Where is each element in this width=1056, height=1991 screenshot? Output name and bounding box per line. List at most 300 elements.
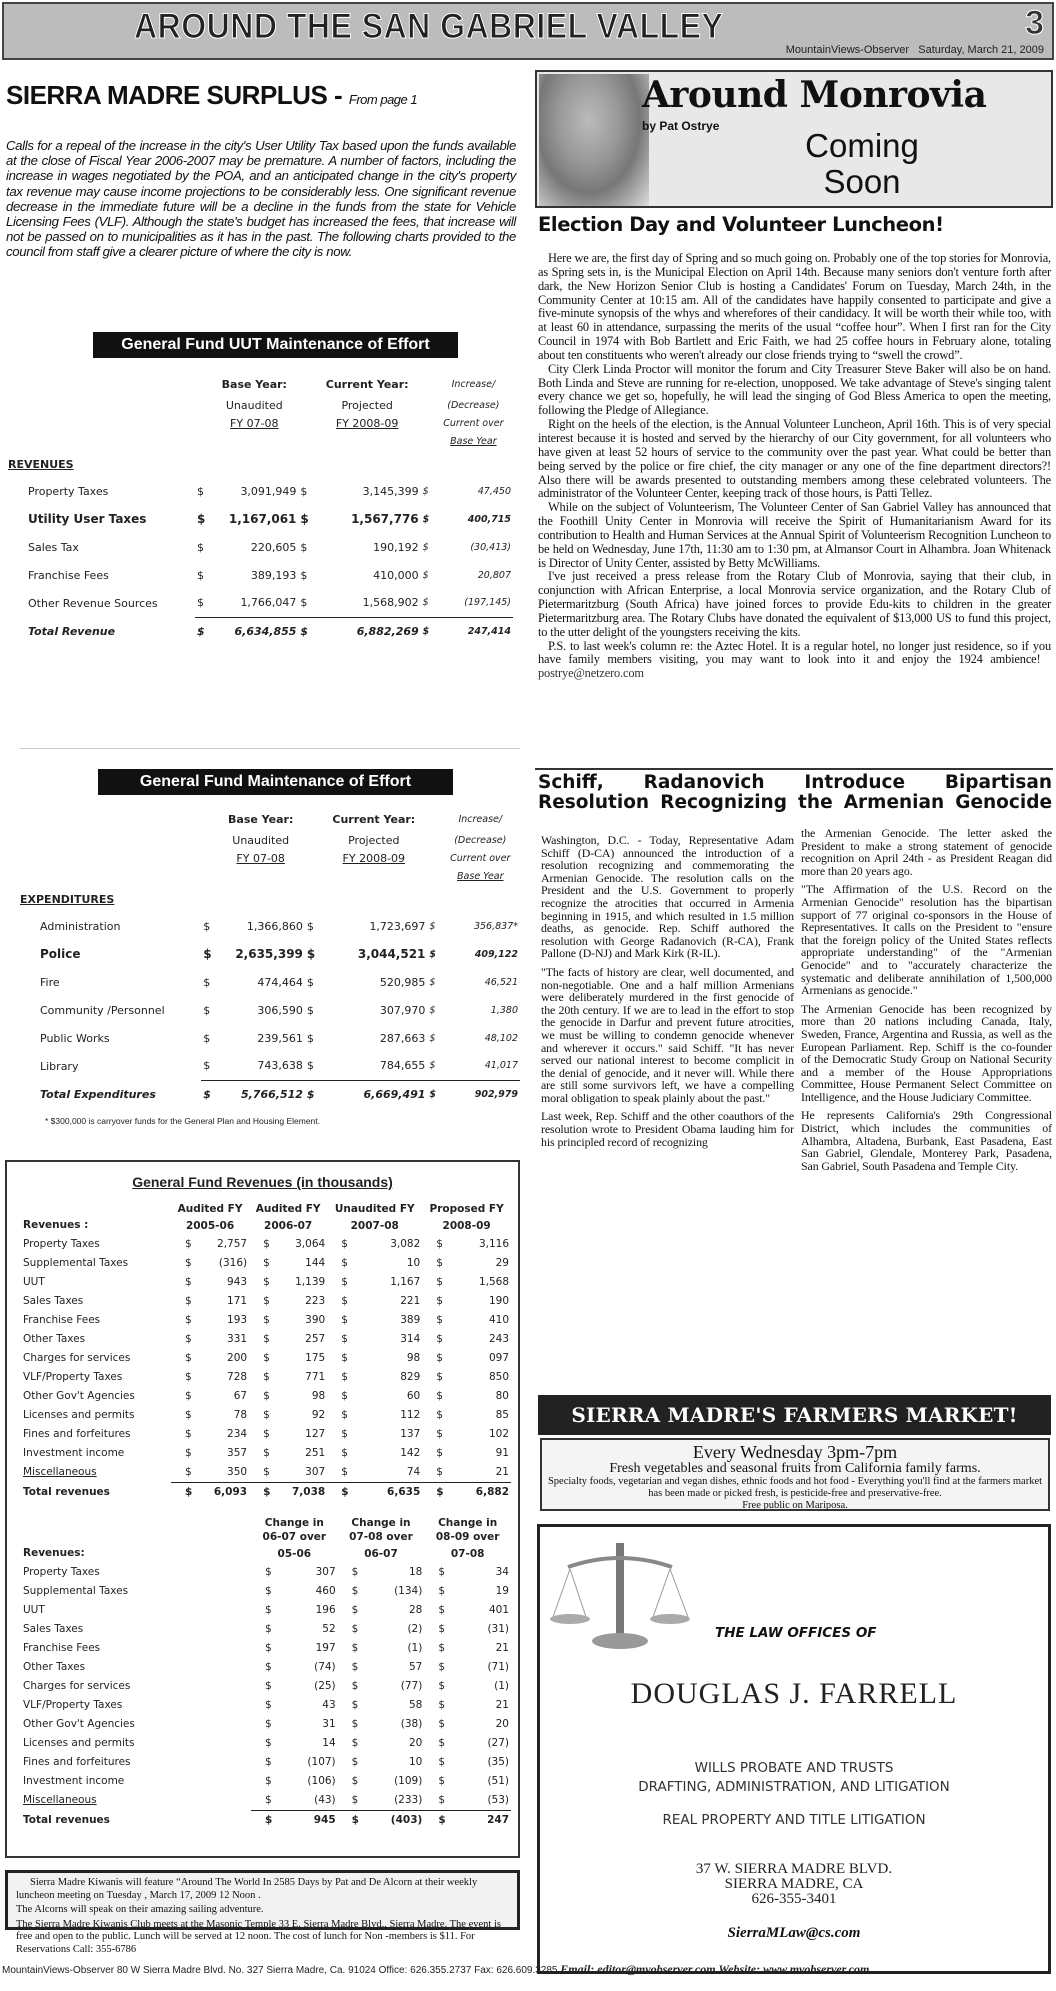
row-label: Charges for services — [23, 1680, 131, 1692]
header-cell — [421, 396, 434, 414]
cell-value: 257 — [305, 1333, 326, 1345]
header-cell: (Decrease) — [447, 399, 500, 411]
article-title — [6, 80, 417, 111]
row-label: Other Taxes — [23, 1333, 86, 1345]
currency-sign: $ — [265, 1680, 272, 1692]
currency-sign: $ — [185, 1409, 192, 1421]
cell-value: 1,380 — [490, 1004, 518, 1016]
cell-value: 389 — [400, 1314, 421, 1326]
currency-sign: $ — [185, 1295, 192, 1307]
header-cell — [314, 432, 421, 450]
currency-sign: $ — [185, 1352, 192, 1364]
paragraph: While on the subject of Volunteerism, The Volunteer Center of San Gabriel Valley has announced that the Foothill Unity Center in Monrovia will receive the Spirit of Humanitarianism Award for its contribution to Health and Human Services at the Annual Spirit of Volunteerism Recognition Luncheon to be held on Wednesday, June 17th, 11:30 am to 1:30 pm, at Almansor Court in Alhambra. Joan Whitenack is Director of Unity Center, assisted by Betty McWilliams. — [538, 500, 1051, 570]
kiwanis-p1: Sierra Madre Kiwanis will feature “Around The World In 2585 Days by Pat and De Alcorn at their weekly luncheon meeting on Tuesday , March 17, 2009 12 Noon . — [16, 1877, 478, 1901]
table-row — [21, 1620, 511, 1639]
header-cell — [427, 849, 440, 867]
header-row — [21, 1516, 511, 1530]
header-cell — [8, 372, 195, 396]
cell-value: 19 — [495, 1585, 509, 1597]
currency-sign: $ — [263, 1371, 270, 1383]
cell-value: 1,568,902 — [314, 589, 421, 617]
currency-sign: $ — [341, 1352, 348, 1364]
currency-sign: $ — [185, 1257, 192, 1269]
title-dash: - — [327, 80, 349, 110]
header-row — [21, 1216, 511, 1235]
cell-value: 197 — [315, 1642, 336, 1654]
column-header: 2007-08 — [350, 1219, 399, 1232]
article-column-1 — [541, 834, 794, 1154]
currency-sign: $ — [436, 1314, 443, 1326]
row-label: Fines and forfeitures — [23, 1428, 131, 1440]
cell-value: 306,590 — [257, 1003, 303, 1017]
table-row — [21, 1696, 511, 1715]
law-services — [540, 1759, 1048, 1830]
table-row — [21, 1811, 511, 1831]
paragraph: the Armenian Genocide. The letter asked the President to make a strong statement of genocide recognition on April 24th - as President Reagan did more than 20 years ago. — [801, 826, 1052, 878]
cell-value: 6,634,855 — [234, 624, 297, 638]
currency-sign: $ — [429, 1088, 437, 1100]
currency-sign: $ — [298, 589, 313, 617]
cell-value: 60 — [406, 1390, 421, 1402]
header-cell — [20, 849, 201, 867]
cell-value: 850 — [488, 1371, 509, 1383]
row-header — [21, 1530, 251, 1544]
market-line: Free public on Mariposa. — [742, 1500, 848, 1511]
market-hours: Every Wednesday 3pm-7pm — [692, 1442, 898, 1462]
cell-value: 356,837* — [473, 920, 518, 932]
row-label: Supplemental Taxes — [23, 1257, 129, 1269]
table-row — [21, 1463, 511, 1483]
section-header — [2, 2, 1054, 60]
header-cell: Current Year: — [332, 812, 416, 826]
page-number: 3 — [1025, 4, 1044, 42]
ps-text: P.S. to last week's column re: the Aztec Hotel. It is a regular hotel, no longer just residence, so if you have family members visiting, you may want to look into it and enjoy the 1924 ambience! — [538, 638, 1051, 667]
farmers-market-title: SIERRA MADRE'S FARMERS MARKET! — [538, 1395, 1051, 1435]
cell-value: 1,167,061 — [228, 512, 297, 526]
header-cell: FY 07-08 — [230, 416, 279, 430]
currency-sign: $ — [421, 589, 434, 617]
currency-sign: $ — [438, 1814, 446, 1826]
cell-value: (74) — [314, 1661, 336, 1673]
row-label: Licenses and permits — [23, 1737, 135, 1749]
currency-sign: $ — [341, 1276, 348, 1288]
header-cell — [201, 867, 216, 885]
table-row — [21, 1658, 511, 1677]
cell-value: 102 — [488, 1428, 509, 1440]
cell-value: 223 — [305, 1295, 326, 1307]
paragraph: The Armenian Genocide has been recognized by more than 20 nations including Canada, Italy, Sweden, France, Argentina and Russia, as well as the European Parliament. Rep. Schiff is the co-founder of the Democratic Study Group on National Security and a member of the House Appropriations Committee, House Permanent Select Committee on Intelligence, and the House Judiciary Committee. — [801, 1001, 1052, 1104]
currency-sign: $ — [306, 919, 314, 933]
currency-sign: $ — [265, 1623, 272, 1635]
cell-value: 98 — [311, 1390, 326, 1402]
table-row — [21, 1715, 511, 1734]
cell-value: 78 — [233, 1409, 248, 1421]
currency-sign: $ — [306, 947, 316, 961]
column-header: 2005-06 — [185, 1219, 235, 1232]
row-label: Franchise Fees — [23, 1314, 101, 1326]
cell-value: 331 — [227, 1333, 248, 1345]
cell-value: 21 — [456, 1463, 511, 1483]
revenues-box — [5, 1160, 520, 1858]
article-intro: Calls for a repeal of the increase in the city's User Utility Tax based upon the funds available at the close of Fiscal Year 2006-2007 may be premature. A number of factors, including the increase in wages negotiated by the POA, and an anticipated change in the city's property tax revenue may cause income projections to be considerably less. One significant revenue decrease in the immediate future will be a decline in the funds from the state for Vehicle Licensing Fees (VLF). Although the state's budget has increased the fees, that increase will not be passed on to municipalities as it has in the past. The following charts provided to the council from staff give a clearer picture of where the city is now. — [6, 138, 516, 260]
table-title: General Fund UUT Maintenance of Effort — [93, 332, 458, 358]
row-label: Fire — [40, 975, 60, 989]
cell-value: (1) — [407, 1642, 423, 1654]
cell-value: 409,122 — [474, 948, 518, 960]
maintenance-data-table — [20, 807, 520, 1108]
header-row — [8, 432, 513, 450]
table-row — [21, 1406, 511, 1425]
column-header: 05-06 — [277, 1547, 312, 1560]
row-label: Fines and forfeitures — [23, 1756, 131, 1768]
currency-sign: $ — [436, 1276, 443, 1288]
row-label: Public Works — [40, 1031, 110, 1045]
table-row — [8, 617, 513, 645]
table-row — [20, 968, 520, 996]
currency-sign: $ — [351, 1814, 359, 1826]
header-cell: Unaudited — [232, 833, 290, 847]
currency-sign: $ — [436, 1390, 443, 1402]
cell-value: 171 — [227, 1295, 248, 1307]
currency-sign: $ — [203, 919, 211, 933]
header-cell: FY 07-08 — [236, 851, 285, 865]
currency-sign: $ — [438, 1566, 445, 1578]
currency-sign: $ — [251, 1791, 287, 1811]
header-cell: Increase/ — [451, 378, 496, 390]
header-cell — [210, 432, 298, 450]
currency-sign: $ — [185, 1428, 192, 1440]
currency-sign: $ — [351, 1566, 359, 1578]
cell-value: 112 — [400, 1409, 421, 1421]
cell-value: 48,102 — [484, 1032, 518, 1044]
currency-sign: $ — [341, 1314, 348, 1326]
paragraph: "The Affirmation of the U.S. Record on the Armenian Genocide" resolution has the bipartisan support of 77 original co-sponsors in the House of Representatives. It calls on the President to "ensure that the foreign policy of the United States reflects appropriate understanding" of the "Armenian Genocide" and to "accurately characterize the systematic and deliberate annihilation of 1,500,000 Armenians as genocide." — [801, 882, 1052, 998]
row-header — [21, 1202, 171, 1216]
row-header — [21, 1516, 251, 1530]
header-cell — [8, 414, 195, 432]
cell-value: 239,561 — [257, 1031, 303, 1045]
kiwanis-p2: The Alcorns will speak on their amazing sailing adventure. — [16, 1904, 264, 1915]
header-cell — [305, 807, 320, 831]
currency-sign: $ — [203, 1003, 211, 1017]
currency-sign: $ — [265, 1814, 273, 1826]
row-label: Total Revenue — [28, 624, 116, 638]
cell-value: 6,669,491 — [363, 1087, 426, 1101]
cell-value: 98 — [406, 1352, 421, 1364]
currency-sign: $ — [300, 484, 308, 498]
header-cell: Current Year: — [325, 377, 409, 391]
cell-value: 31 — [322, 1718, 336, 1730]
header-cell — [298, 396, 313, 414]
section-label: EXPENDITURES — [20, 893, 115, 906]
market-line: Fresh vegetables and seasonal fruits from California family farms. — [609, 1461, 981, 1476]
currency-sign: $ — [265, 1585, 272, 1597]
cell-value: (35) — [487, 1756, 509, 1768]
cell-value: (233) — [372, 1791, 424, 1811]
currency-sign: $ — [196, 568, 204, 582]
cell-value: 247,414 — [467, 625, 511, 637]
row-label: Sales Taxes — [23, 1623, 84, 1635]
cell-value: 1,139 — [295, 1276, 326, 1288]
cell-value: (403) — [390, 1814, 423, 1826]
table-row — [21, 1330, 511, 1349]
cell-value: (106) — [307, 1775, 336, 1787]
header-cell — [195, 372, 210, 396]
currency-sign: $ — [185, 1447, 192, 1459]
cell-value: 401 — [488, 1604, 509, 1616]
coming-text: Coming — [805, 127, 919, 164]
around-monrovia-banner — [535, 70, 1053, 208]
currency-sign: $ — [351, 1699, 359, 1711]
cell-value: 41,017 — [441, 1052, 520, 1080]
currency-sign: $ — [327, 1463, 364, 1483]
header-row — [8, 396, 513, 414]
header-cell: FY 2008-09 — [342, 851, 406, 865]
cell-value: 771 — [305, 1371, 326, 1383]
change-data-table — [21, 1516, 511, 1830]
publication-dateline — [786, 44, 1044, 56]
table-row — [21, 1753, 511, 1772]
row-label: Utility User Taxes — [28, 512, 147, 526]
currency-sign: $ — [196, 512, 206, 526]
cell-value: 520,985 — [379, 975, 426, 989]
paragraph: Right on the heels of the election, is the Annual Volunteer Luncheon, April 16th. This is of very special interest because it is hosted and served by the hierarchy of our City government, for all volunteers who have given at least 52 hours of service to the community over the past year. What could be better than being served by the police or fire chief, the city manager or any one of the fine department directors?! Also there will be awards presented to outstanding members among these celebrated volunteers. The administrator of the Volunteer Center, keeping track of those hours, is Patti Tellez. — [538, 417, 1051, 501]
table-row — [8, 589, 513, 617]
table-row — [20, 996, 520, 1024]
cell-value: 14 — [322, 1737, 336, 1749]
header-cell: Projected — [341, 398, 393, 412]
kiwanis-notice — [5, 1870, 520, 1955]
cell-value: 6,882,269 — [356, 624, 419, 638]
header-row — [20, 849, 520, 867]
table-row — [21, 1483, 511, 1503]
divider — [535, 768, 1053, 770]
currency-sign: $ — [351, 1718, 359, 1730]
cell-value: 410,000 — [373, 568, 419, 582]
cell-value: 144 — [305, 1257, 326, 1269]
row-label: UUT — [23, 1276, 45, 1288]
cell-value: 190 — [488, 1295, 509, 1307]
section-row — [8, 450, 513, 477]
cell-value: 46,521 — [484, 976, 518, 988]
cell-value: 196 — [315, 1604, 336, 1616]
column-header: Audited FY — [177, 1203, 243, 1215]
table-row — [8, 505, 513, 533]
row-label: Franchise Fees — [28, 568, 109, 582]
row-label: Investment income — [23, 1775, 125, 1787]
table-row — [21, 1273, 511, 1292]
header-cell — [201, 831, 216, 849]
currency-sign: $ — [436, 1295, 443, 1307]
header-row — [20, 807, 520, 831]
table-row — [21, 1387, 511, 1406]
currency-sign: $ — [185, 1333, 192, 1345]
footer-contact[interactable]: Email: editor@mvobserver.com Website: www.mvobserver.com — [560, 1962, 870, 1976]
service-line: REAL PROPERTY AND TITLE LITIGATION — [662, 1812, 926, 1828]
cell-value: 307,970 — [379, 1003, 426, 1017]
cell-value: 390 — [305, 1314, 326, 1326]
currency-sign: $ — [427, 1052, 440, 1080]
currency-sign: $ — [263, 1257, 270, 1269]
header-cell — [20, 807, 201, 831]
cell-value: 2,635,399 — [235, 947, 303, 961]
header-cell — [305, 867, 320, 885]
maintenance-table — [20, 748, 520, 1143]
currency-sign: $ — [438, 1775, 445, 1787]
cell-value: 3,091,949 — [240, 484, 297, 498]
author-email-link[interactable]: postrye@netzero.com — [538, 666, 644, 681]
column-header: 2006-07 — [264, 1219, 313, 1232]
cell-value: (43) — [287, 1791, 337, 1811]
header-cell — [195, 432, 210, 450]
header-cell — [427, 831, 440, 849]
revenues-data-table — [21, 1202, 511, 1502]
currency-sign: $ — [341, 1333, 348, 1345]
law-email[interactable]: SierraMLaw@cs.com — [727, 1925, 861, 1941]
cell-value: 74 — [364, 1463, 422, 1483]
header-cell — [305, 849, 320, 867]
cell-value: 58 — [408, 1699, 423, 1711]
paragraph: City Clerk Linda Proctor will monitor the forum and City Treasurer Steve Baker will also be on hand. Both Linda and Steve are running for re-election, unopposed. We take advantage of Steve's singing talent every chance we get so, hopefully, he will lead the singing of God Bless America to open the meeting, following the Pledge of Allegiance. — [538, 361, 1051, 418]
cell-value: (71) — [487, 1661, 509, 1673]
column-header: Change in — [351, 1517, 411, 1529]
cell-value: 221 — [400, 1295, 421, 1307]
cell-value: 6,882 — [475, 1486, 509, 1498]
currency-sign: $ — [265, 1756, 272, 1768]
header-cell: FY 2008-09 — [335, 416, 399, 430]
header-cell — [421, 414, 434, 432]
row-label: Investment income — [23, 1447, 125, 1459]
cell-value: 21 — [495, 1699, 509, 1711]
currency-sign: $ — [422, 485, 429, 497]
cell-value: (51) — [487, 1775, 509, 1787]
table-row — [20, 912, 520, 940]
cell-value: 474,464 — [257, 975, 303, 989]
header-cell: Base Year — [457, 870, 504, 882]
currency-sign: $ — [185, 1276, 192, 1288]
header-cell — [20, 831, 201, 849]
currency-sign: $ — [438, 1718, 445, 1730]
row-label: Supplemental Taxes — [23, 1585, 129, 1597]
cell-value: 18 — [408, 1566, 423, 1578]
currency-sign: $ — [300, 540, 308, 554]
table-row — [21, 1444, 511, 1463]
table-row — [21, 1292, 511, 1311]
currency-sign: $ — [263, 1276, 270, 1288]
currency-sign: $ — [306, 1003, 314, 1017]
currency-sign: $ — [341, 1257, 348, 1269]
header-cell — [8, 432, 195, 450]
article-headline: Schiff, Radanovich Introduce Bipartisan Resolution Recognizing the Armenian Genocide — [538, 772, 1052, 813]
table-row — [8, 561, 513, 589]
cell-value: 20 — [495, 1718, 509, 1730]
currency-sign: $ — [351, 1623, 359, 1635]
currency-sign: $ — [263, 1295, 270, 1307]
currency-sign: $ — [341, 1486, 349, 1498]
law-pre: THE LAW OFFICES OF — [715, 1625, 877, 1641]
currency-sign: $ — [436, 1428, 443, 1440]
currency-sign: $ — [265, 1737, 272, 1749]
header-row — [21, 1202, 511, 1216]
currency-sign: $ — [422, 1463, 456, 1483]
currency-sign: $ — [422, 625, 430, 637]
currency-sign: $ — [429, 1032, 436, 1044]
cell-value: 307 — [279, 1463, 327, 1483]
address-line: SIERRA MADRE, CA — [724, 1876, 864, 1892]
header-cell: Base Year — [450, 435, 497, 447]
paragraph: Washington, D.C. - Today, Representative Adam Schiff (D-CA) announced the introduction of a resolution recognizing and commemorating the Armenian Genocide. The resolution calls on the President and the U.S. Government to properly recognize the atrocities that occurred in Armenia beginning in 1915, and which resulted in 1.5 million deaths, as genocide. Rep. Schiff authored the resolution with George Radanovich (R-CA), Frank Pallone (D-NJ) and Mark Kirk (R-IL). — [541, 833, 794, 961]
row-label: Administration — [40, 919, 121, 933]
currency-sign: $ — [203, 975, 211, 989]
cell-value: 43 — [322, 1699, 336, 1711]
cell-value: (25) — [314, 1680, 336, 1692]
cell-value: 243 — [488, 1333, 509, 1345]
currency-sign: $ — [263, 1409, 270, 1421]
currency-sign: $ — [436, 1447, 443, 1459]
columnist-photo — [539, 74, 649, 206]
row-label: Other Gov't Agencies — [23, 1390, 135, 1402]
row-label: Licenses and permits — [23, 1409, 135, 1421]
cell-value: 52 — [322, 1623, 336, 1635]
row-label: Community /Personnel — [40, 1003, 165, 1017]
cell-value: (38) — [400, 1718, 423, 1730]
row-label: Franchise Fees — [23, 1642, 101, 1654]
row-label: Other Taxes — [23, 1661, 86, 1673]
column-header: 07-08 over — [349, 1531, 413, 1543]
row-label: Sales Tax — [28, 540, 79, 554]
cell-value: 21 — [495, 1642, 509, 1654]
currency-sign: $ — [422, 541, 429, 553]
cell-value: (77) — [400, 1680, 423, 1692]
cell-value: 5,766,512 — [240, 1087, 303, 1101]
cell-value: 247 — [487, 1814, 509, 1826]
currency-sign: $ — [203, 1031, 211, 1045]
currency-sign: $ — [185, 1238, 192, 1250]
header-cell — [201, 807, 216, 831]
currency-sign: $ — [436, 1486, 444, 1498]
cell-value: (197,145) — [434, 589, 513, 617]
section-label: REVENUES — [8, 458, 74, 471]
currency-sign: $ — [265, 1642, 272, 1654]
header-cell — [195, 414, 210, 432]
table-row — [21, 1639, 511, 1658]
cell-value: 400,715 — [467, 513, 511, 525]
column-title: Around Monrovia — [642, 74, 987, 116]
currency-sign: $ — [185, 1371, 192, 1383]
coming-soon — [797, 128, 927, 200]
currency-sign: $ — [351, 1661, 359, 1673]
table-row — [8, 477, 513, 505]
cell-value: 10 — [406, 1257, 421, 1269]
header-cell: Current over — [450, 852, 511, 864]
currency-sign: $ — [438, 1604, 445, 1616]
currency-sign: $ — [438, 1623, 445, 1635]
table-row — [21, 1791, 511, 1811]
table-row — [20, 1024, 520, 1052]
scales-of-justice-icon — [548, 1537, 693, 1652]
header-cell — [195, 396, 210, 414]
uut-data-table — [8, 372, 513, 645]
cell-value: 3,064 — [295, 1238, 326, 1250]
header-cell: (Decrease) — [454, 834, 507, 846]
header-cell — [320, 867, 427, 885]
header-cell: Base Year: — [228, 812, 294, 826]
paragraph: Last week, Rep. Schiff and the other coauthors of the resolution wrote to President Obama lauding him for his principled record of recognizing — [541, 1109, 794, 1149]
cell-value: 67 — [233, 1390, 248, 1402]
table-row — [21, 1368, 511, 1387]
cell-value: 190,192 — [373, 540, 419, 554]
table-row — [21, 1349, 511, 1368]
